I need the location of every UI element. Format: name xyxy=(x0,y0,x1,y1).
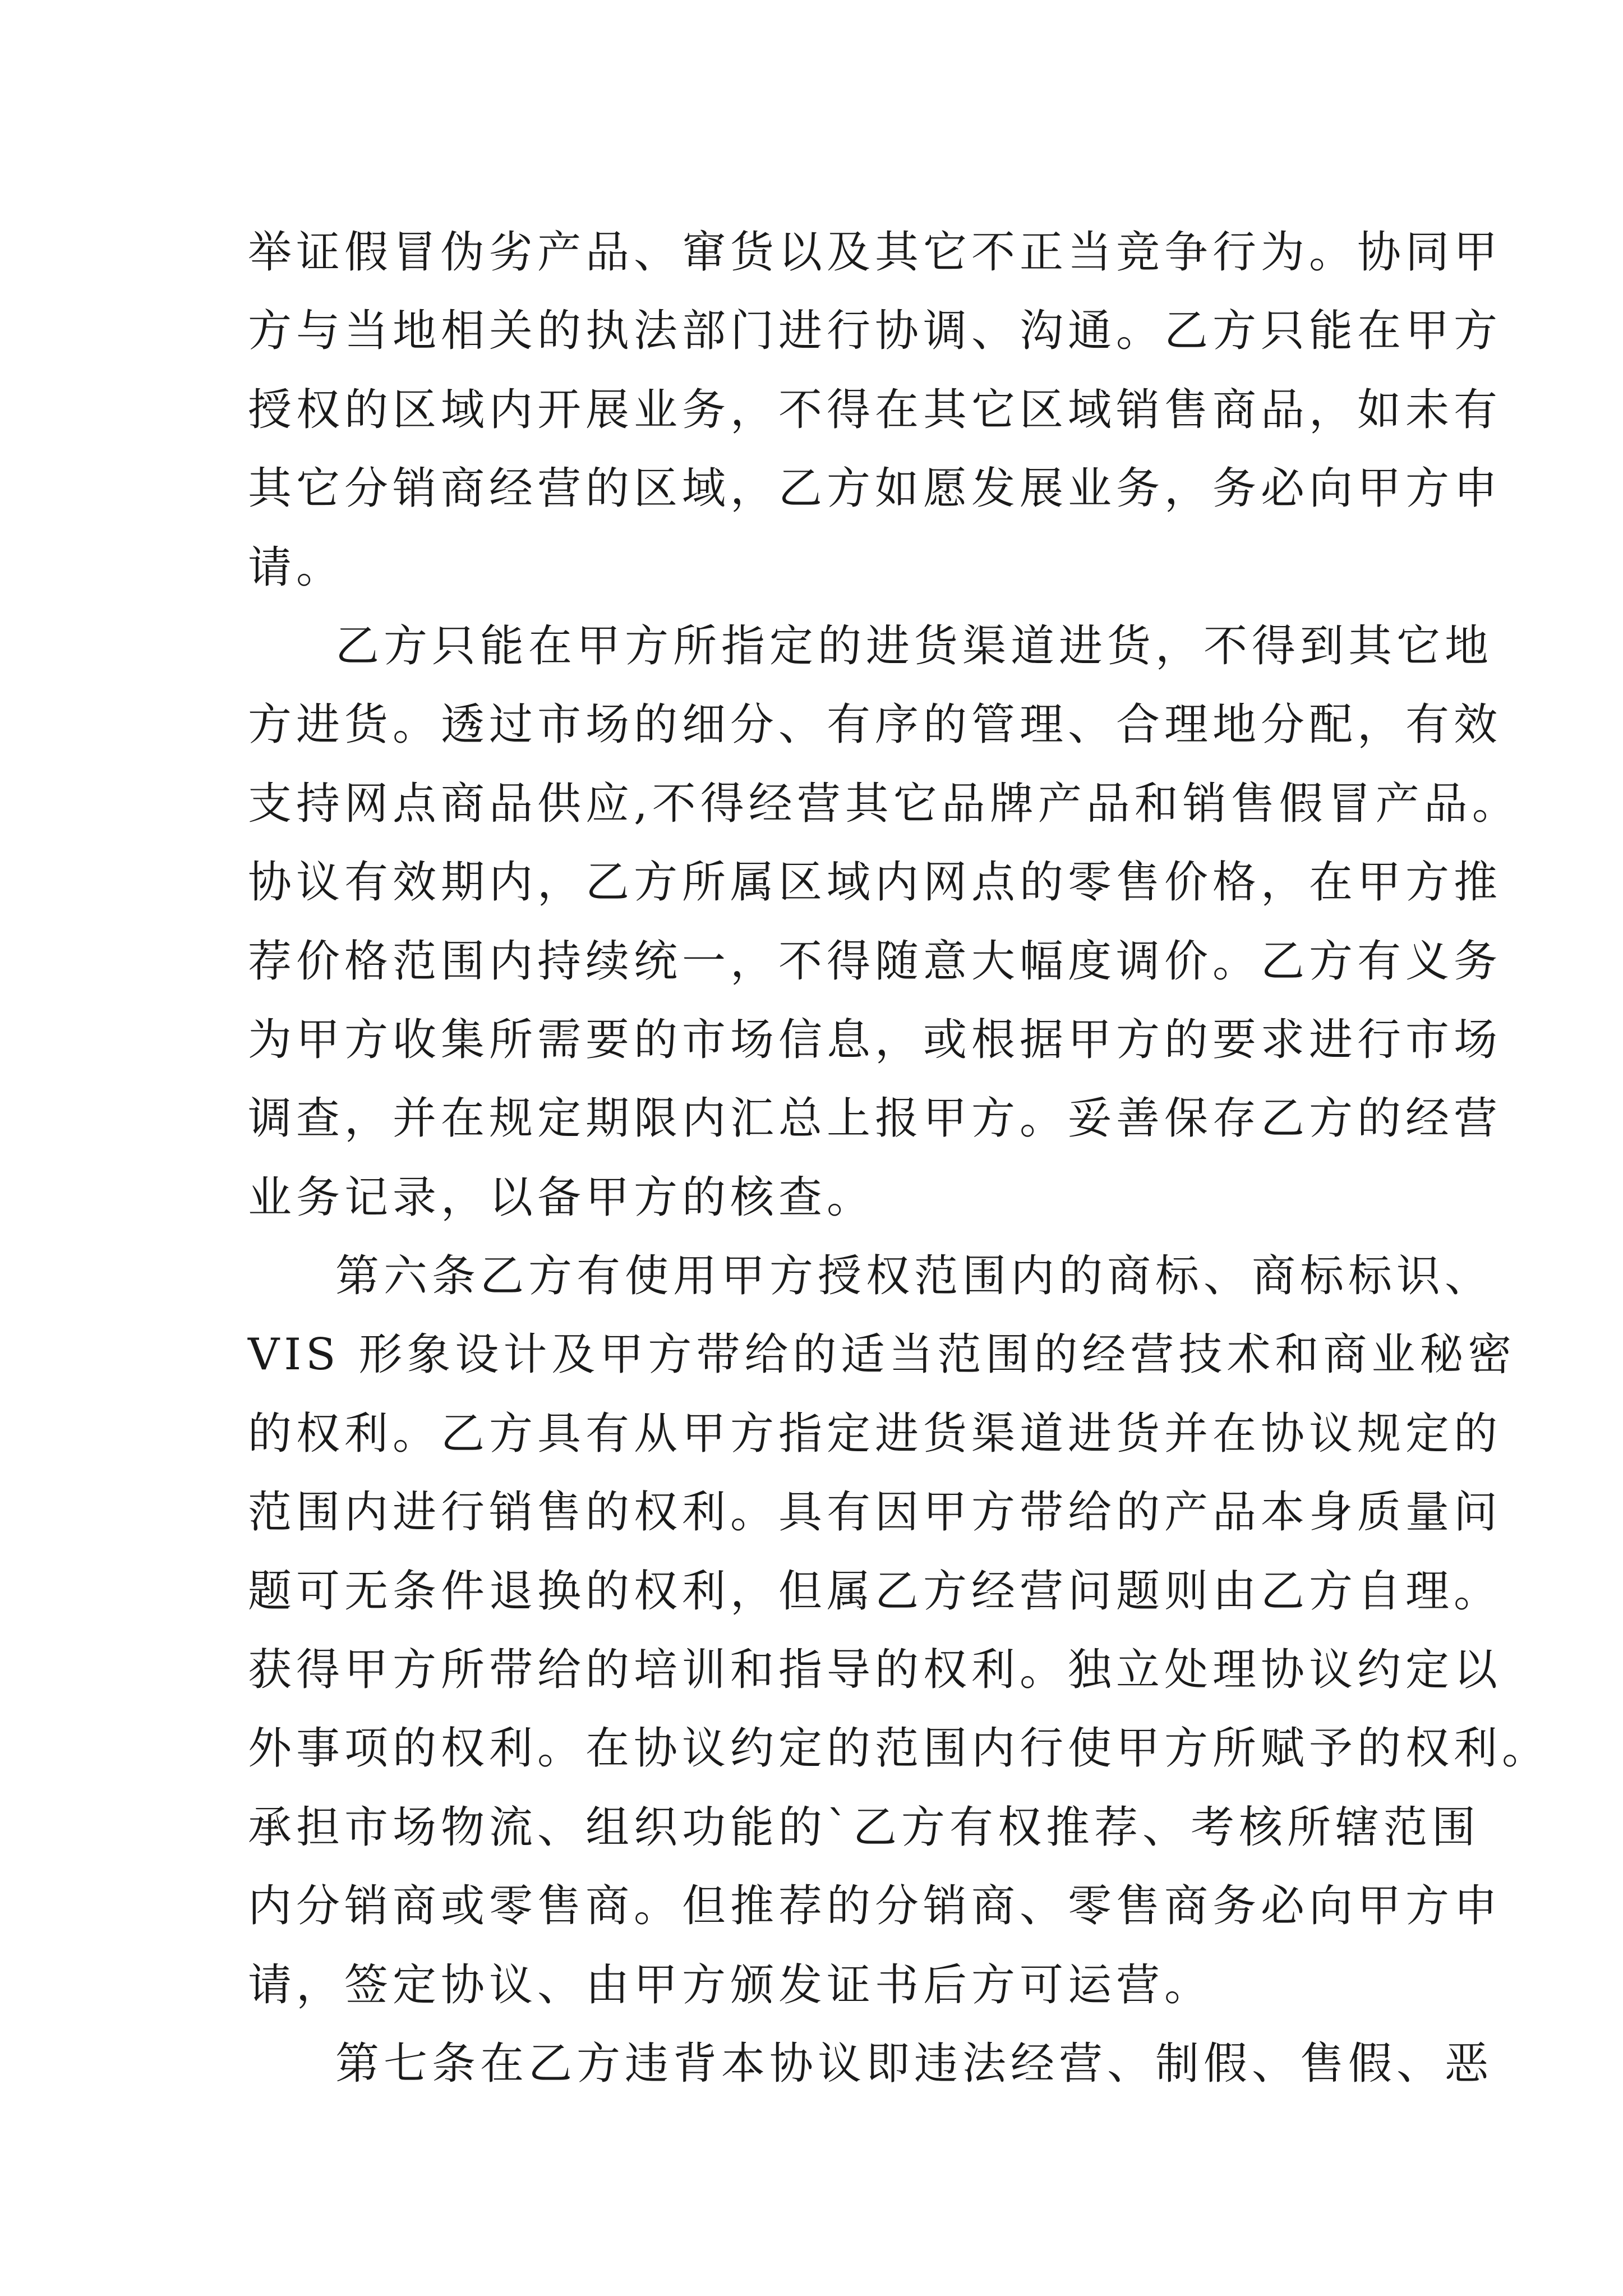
text-line: 举证假冒伪劣产品、窜货以及其它不正当竞争行为。协同甲 xyxy=(248,227,1502,278)
text-line: 调查，并在规定期限内汇总上报甲方。妥善保存乙方的经营 xyxy=(248,1093,1502,1144)
text-line: 题可无条件退换的权利，但属乙方经营问题则由乙方自理。 xyxy=(248,1566,1502,1617)
text-line: 乙方只能在甲方所指定的进货渠道进货，不得到其它地 xyxy=(335,620,1493,671)
text-line: 请。 xyxy=(248,542,345,593)
text-line: 业务记录，以备甲方的核查。 xyxy=(248,1172,875,1223)
text-line: 获得甲方所带给的培训和指导的权利。独立处理协议约定以 xyxy=(248,1645,1502,1696)
text-line: 外事项的权利。在协议约定的范围内行使甲方所赋予的权利。 xyxy=(248,1723,1551,1774)
text-line: 的权利。乙方具有从甲方指定进货渠道进货并在协议规定的 xyxy=(248,1408,1502,1459)
text-line: 第六条乙方有使用甲方授权范围内的商标、商标标识、 xyxy=(335,1251,1493,1302)
text-line: 承担市场物流、组织功能的`乙方有权推荐、考核所辖范围 xyxy=(248,1802,1481,1853)
text-line: 协议有效期内，乙方所属区域内网点的零售价格，在甲方推 xyxy=(248,857,1502,908)
text-line: VIS 形象设计及甲方带给的适当范围的经营技术和商业秘密 xyxy=(248,1329,1516,1381)
text-line: 方进货。透过市场的细分、有序的管理、合理地分配，有效 xyxy=(248,700,1502,751)
text-line: 内分销商或零售商。但推荐的分销商、零售商务必向甲方申 xyxy=(248,1881,1502,1932)
body-text xyxy=(248,213,1551,2103)
text-line: 授权的区域内开展业务，不得在其它区域销售商品，如未有 xyxy=(248,384,1502,435)
text-line: 为甲方收集所需要的市场信息，或根据甲方的要求进行市场 xyxy=(248,1014,1502,1065)
text-line: 荐价格范围内持续统一，不得随意大幅度调价。乙方有义务 xyxy=(248,936,1502,987)
text-line: 支持网点商品供应,不得经营其它品牌产品和销售假冒产品。 xyxy=(248,778,1520,829)
text-line: 范围内进行销售的权利。具有因甲方带给的产品本身质量问 xyxy=(248,1487,1502,1538)
text-line: 其它分销商经营的区域，乙方如愿发展业务，务必向甲方申 xyxy=(248,463,1502,514)
text-line: 请，签定协议、由甲方颁发证书后方可运营。 xyxy=(248,1959,1213,2010)
text-line: 方与当地相关的执法部门进行协调、沟通。乙方只能在甲方 xyxy=(248,306,1502,357)
text-line: 第七条在乙方违背本协议即违法经营、制假、售假、恶 xyxy=(335,2038,1493,2089)
